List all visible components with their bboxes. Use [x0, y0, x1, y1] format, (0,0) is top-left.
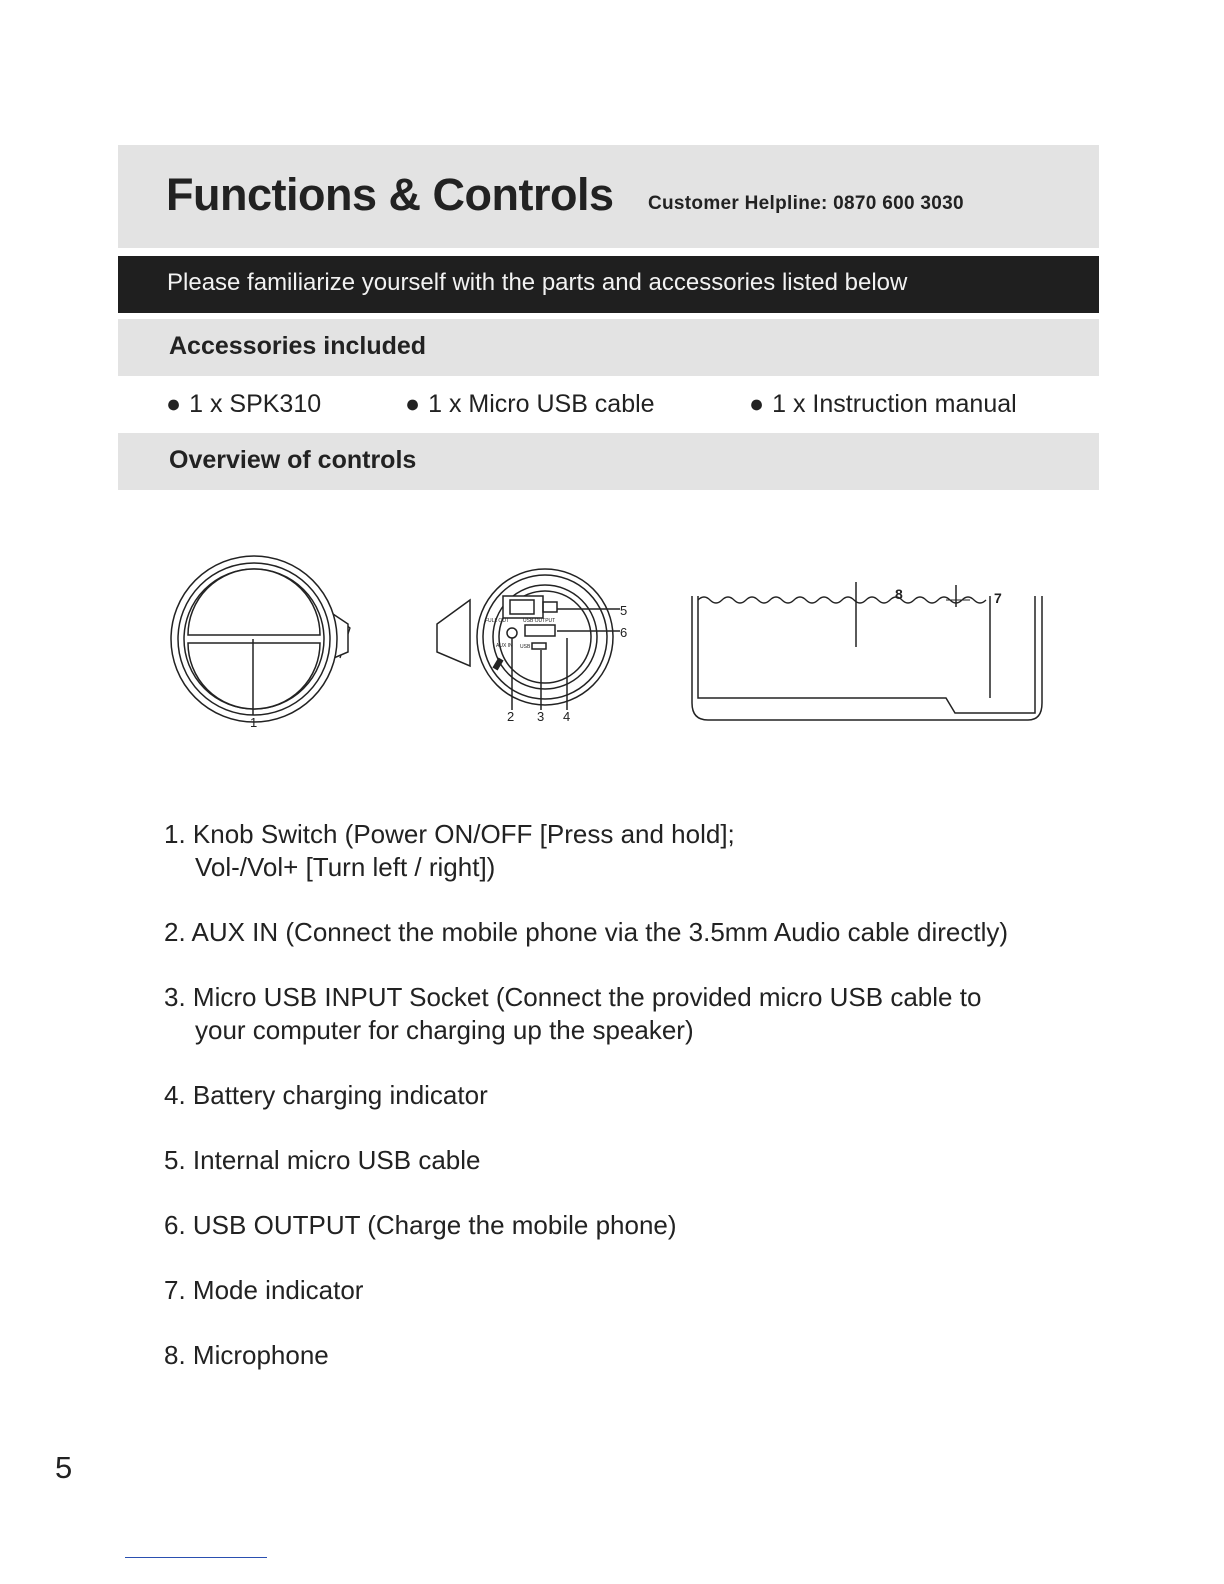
- list-item: 7. Mode indicator: [164, 1275, 364, 1305]
- controls-list: [164, 818, 1084, 1404]
- callout-6: 6: [620, 625, 628, 640]
- list-item: 8. Microphone: [164, 1340, 329, 1370]
- bullet-icon: ●: [166, 390, 182, 418]
- list-item: 4. Battery charging indicator: [164, 1080, 488, 1110]
- list-item: 3. Micro USB INPUT Socket (Connect the provided micro USB cable to your computer for charging up the speaker): [164, 982, 982, 1045]
- callout-4: 4: [563, 709, 571, 724]
- page-number: 5: [55, 1450, 73, 1485]
- port-label-aux-in: AUX IN: [496, 643, 513, 649]
- port-label-full-out: FULL OUT: [485, 618, 509, 624]
- callout-5: 5: [620, 603, 628, 618]
- accessories-heading: Accessories included: [169, 332, 427, 360]
- accessories-heading-band: [118, 319, 1099, 376]
- title-band: [118, 145, 1099, 248]
- overview-heading-band: [118, 433, 1099, 490]
- callout-3: 3: [537, 709, 545, 724]
- list-item: 5. Internal micro USB cable: [164, 1145, 481, 1175]
- accessory-item: ● 1 x Instruction manual: [749, 390, 1017, 418]
- speaker-top-view: [171, 556, 350, 722]
- page-title: Functions & Controls: [166, 169, 614, 220]
- bullet-icon: ●: [749, 390, 765, 418]
- controls-diagram: [160, 540, 1060, 740]
- speaker-bottom-view: [437, 569, 620, 710]
- overview-heading: Overview of controls: [169, 446, 417, 474]
- list-item: 1. Knob Switch (Power ON/OFF [Press and hold]; Vol-/Vol+ [Turn left / right]): [164, 819, 735, 882]
- intro-banner: [118, 256, 1099, 313]
- callout-7: 7: [994, 590, 1002, 606]
- callout-2: 2: [507, 709, 515, 724]
- bullet-icon: ●: [405, 390, 421, 418]
- list-item: 2. AUX IN (Connect the mobile phone via the 3.5mm Audio cable directly): [164, 917, 1008, 947]
- callout-1: 1: [250, 715, 258, 730]
- callout-8: 8: [895, 586, 903, 602]
- intro-banner-text: Please familiarize yourself with the parts and accessories listed below: [167, 269, 908, 296]
- port-label-usb: USB: [520, 644, 531, 650]
- accessory-item: ● 1 x SPK310: [166, 390, 322, 418]
- port-label-usb-output: USB OUTPUT: [523, 618, 556, 624]
- accessory-item: ● 1 x Micro USB cable: [405, 390, 655, 418]
- list-item: 6. USB OUTPUT (Charge the mobile phone): [164, 1210, 677, 1240]
- speaker-side-view: [692, 582, 1042, 720]
- footer-divider: [125, 1557, 267, 1558]
- customer-helpline: Customer Helpline: 0870 600 3030: [648, 193, 964, 214]
